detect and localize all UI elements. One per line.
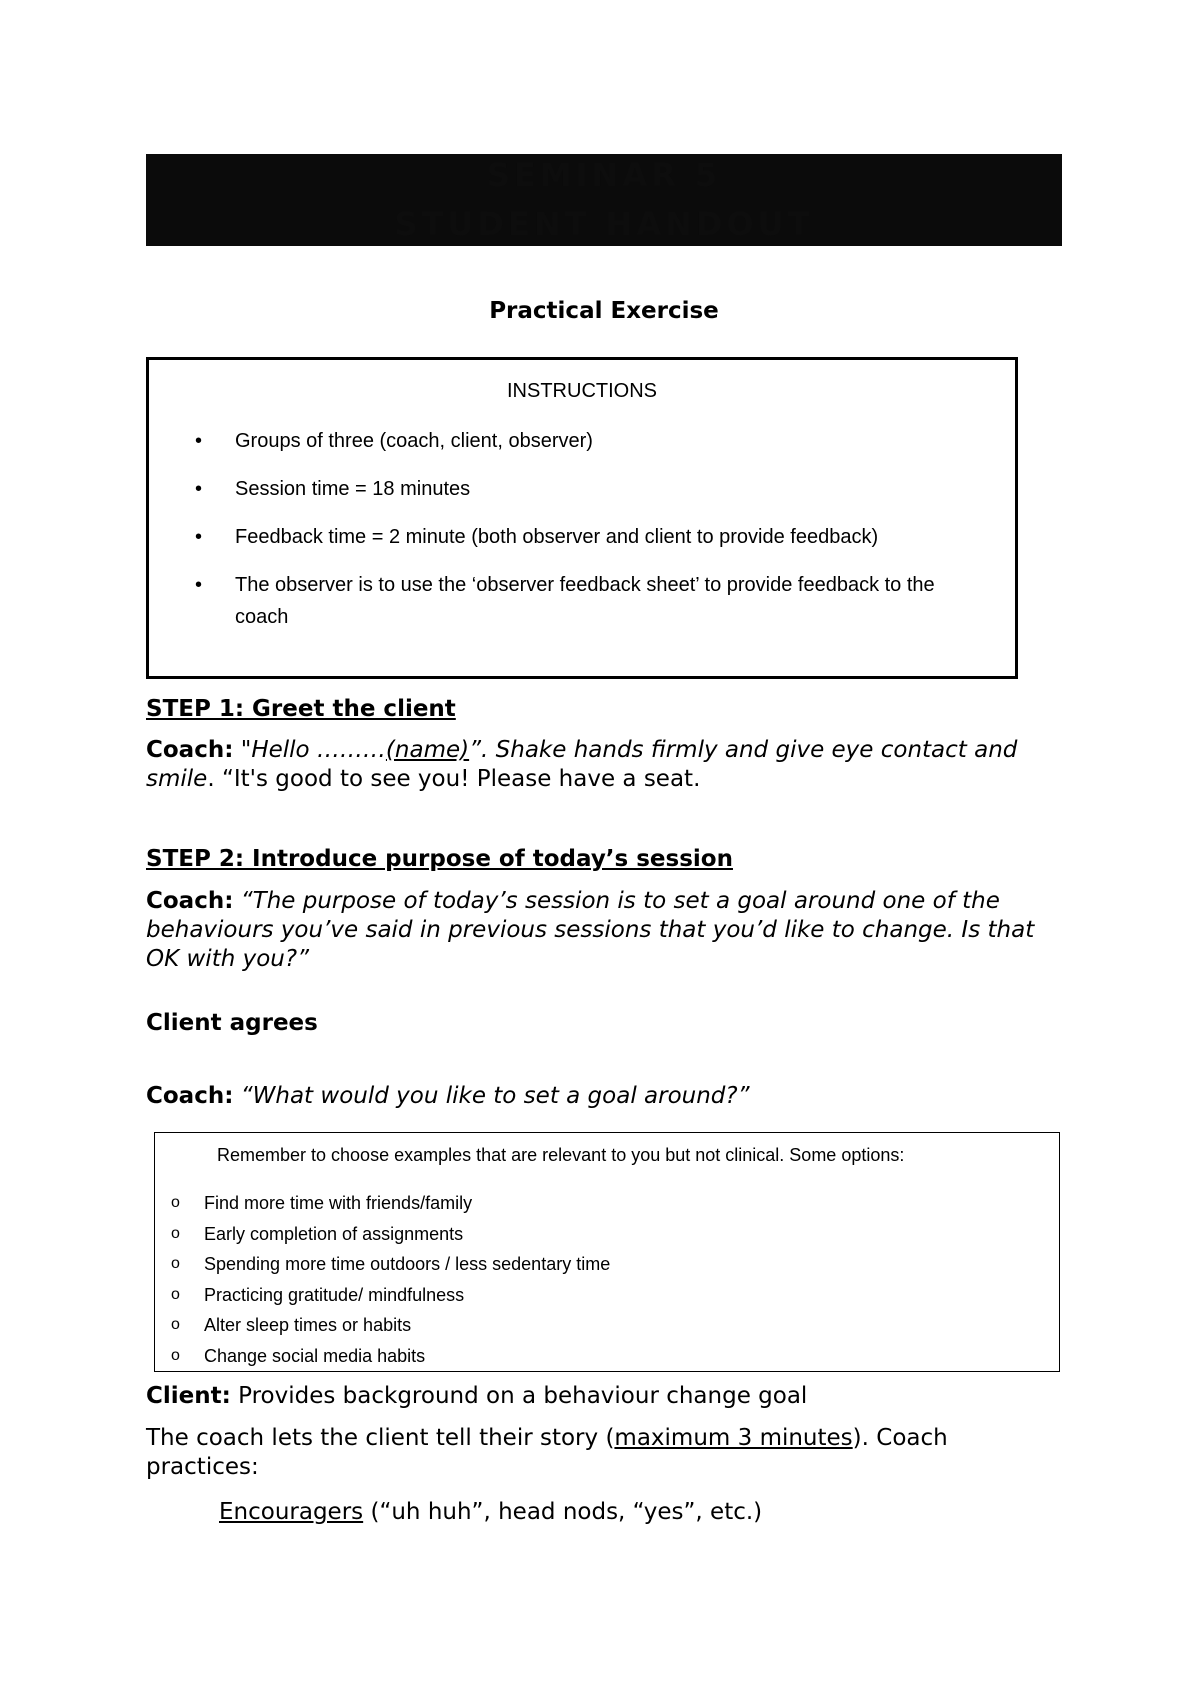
list-item [149, 569, 1015, 633]
bullet-icon: • [195, 574, 203, 596]
story-text-before: The coach lets the client tell their story ( [146, 1425, 615, 1451]
encouragers-line [219, 1498, 1059, 1527]
banner-line-2: STUDENT HANDOUT [394, 205, 814, 243]
step-1-heading: STEP 1: Greet the client [146, 696, 456, 722]
story-text-after: ). Coach practices: [146, 1425, 948, 1480]
list-item-text: The observer is to use the ‘observer feedback sheet’ to provide feedback to the coach [235, 574, 935, 628]
list-item-text: Find more time with friends/family [204, 1193, 473, 1213]
list-item [155, 1343, 610, 1374]
encouragers-text: (“uh huh”, head nods, “yes”, etc.) [363, 1499, 763, 1525]
story-line [146, 1424, 1066, 1482]
coach-label: Coach: [146, 1083, 234, 1109]
instructions-list [149, 425, 1015, 649]
step-1-coach-line [146, 736, 1066, 794]
bullet-icon: • [195, 478, 203, 500]
client-line-text: Provides background on a behaviour change goal [230, 1383, 808, 1409]
encouragers-label: Encouragers [219, 1499, 364, 1525]
circle-bullet-icon: o [171, 1285, 180, 1303]
options-box [154, 1132, 1060, 1372]
list-item [155, 1312, 610, 1343]
instructions-box [146, 357, 1018, 679]
list-item-text: Session time = 18 minutes [235, 478, 471, 500]
list-item-text: Spending more time outdoors / less sedentary time [204, 1254, 611, 1275]
coach-question-line [146, 1082, 1066, 1111]
circle-bullet-icon: o [171, 1255, 180, 1273]
circle-bullet-icon: o [171, 1224, 180, 1242]
bullet-icon: • [195, 526, 203, 548]
client-agrees: Client agrees [146, 1010, 318, 1036]
circle-bullet-icon: o [171, 1346, 180, 1364]
bullet-icon: • [195, 430, 203, 452]
hello-text: Hello ……… [251, 737, 386, 763]
list-item [155, 1251, 610, 1282]
coach-purpose-text: “The purpose of today’s session is to set a goal around one of the behaviours you’ve said in previous sessions that you’d like to change. Is that OK with you?” [146, 888, 1035, 972]
title-banner [146, 154, 1062, 246]
list-item-text: Alter sleep times or habits [204, 1315, 412, 1336]
coach-greeting: . “It's good to see you! Please have a seat. [207, 766, 701, 792]
list-item [149, 425, 1015, 457]
page-subtitle: Practical Exercise [489, 298, 719, 324]
step-2-coach-line [146, 887, 1066, 974]
list-item [155, 1221, 610, 1252]
list-item [155, 1190, 610, 1221]
options-intro: Remember to choose examples that are relevant to you but not clinical. Some options: [217, 1145, 905, 1165]
options-list [155, 1190, 610, 1374]
banner-line-1: SEMINAR 5 [486, 156, 722, 194]
list-item-text: Practicing gratitude/ mindfulness [204, 1284, 465, 1305]
step-2-heading: STEP 2: Introduce purpose of today’s session [146, 846, 733, 872]
list-item [149, 521, 1015, 553]
closing-quote: ”. [469, 737, 496, 763]
list-item-text: Change social media habits [204, 1345, 426, 1366]
list-item [155, 1282, 610, 1313]
circle-bullet-icon: o [171, 1194, 180, 1211]
name-placeholder: (name) [385, 737, 470, 763]
coach-action: Shake hands firmly and give eye contact and smile [146, 737, 1018, 792]
list-item-text: Groups of three (coach, client, observer) [235, 430, 593, 452]
coach-label: Coach: [146, 737, 234, 763]
coach-label: Coach: [146, 888, 234, 914]
quote-mark: " [233, 737, 252, 763]
story-time-limit: maximum 3 minutes [614, 1425, 853, 1451]
coach-question-text: “What would you like to set a goal around?” [233, 1083, 750, 1109]
list-item [149, 473, 1015, 505]
client-label: Client: [146, 1383, 231, 1409]
list-item-text: Early completion of assignments [204, 1223, 464, 1244]
circle-bullet-icon: o [171, 1316, 180, 1334]
list-item-text: Feedback time = 2 minute (both observer and client to provide feedback) [235, 526, 879, 548]
instructions-title: INSTRUCTIONS [507, 380, 657, 402]
client-line [146, 1382, 1066, 1411]
